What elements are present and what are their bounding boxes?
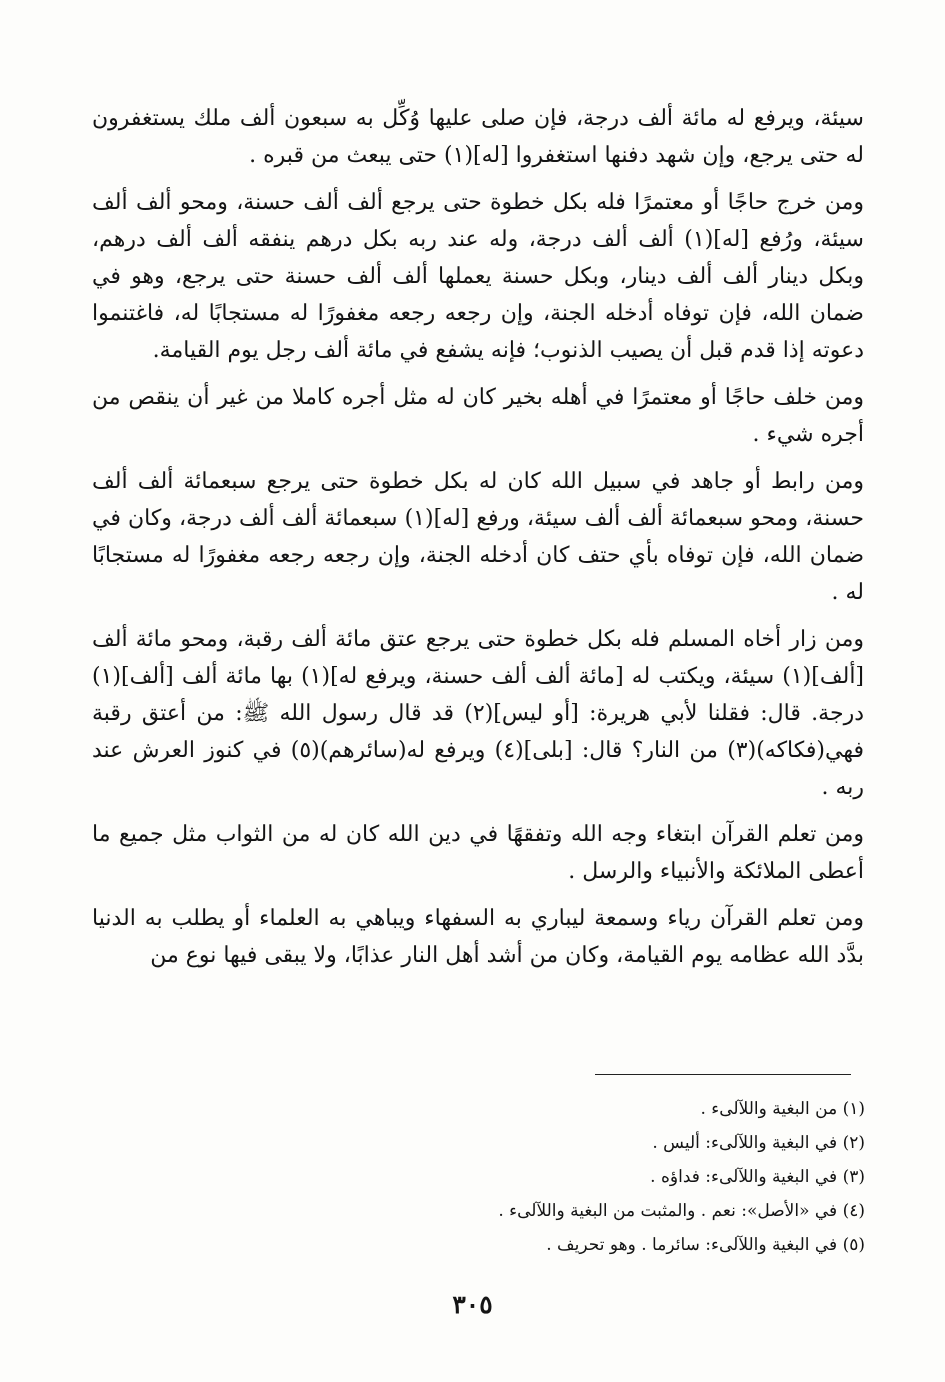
footnote-1: (١) من البغية واللآلىء . <box>700 1099 865 1119</box>
footnote-3: (٣) في البغية واللآلىء: فداؤه . <box>650 1167 865 1187</box>
main-text <box>92 100 864 984</box>
paragraph-1: سيئة، ويرفع له مائة ألف درجة، فإن صلى عليها وُكِّل به سبعون ألف ملك يستغفرون له حتى يرجع، وإن شهد دفنها استغفروا [له](١) حتى يبعث من قبره . <box>92 106 864 168</box>
paragraph-3: ومن خلف حاجًا أو معتمرًا في أهله بخير كان له مثل أجره كاملا من غير أن ينقص من أجره شيء . <box>92 385 864 447</box>
paragraph-6: ومن تعلم القرآن ابتغاء وجه الله وتفقهًا في دين الله كان له من الثواب مثل جميع ما أعطى الملائكة والأنبياء والرسل . <box>92 822 864 884</box>
paragraph-2: ومن خرج حاجًا أو معتمرًا فله بكل خطوة حتى يرجع ألف ألف حسنة، ومحو ألف ألف سيئة، ورُفع [له](١) ألف ألف درجة، وله عند ربه بكل درهم ينفقه ألف ألف درهم، وبكل دينار ألف ألف دينار، وبكل حسنة يعملها ألف ألف حسنة حتى يرجع، وهو في ضمان الله، فإن توفاه أدخله الجنة، وإن رجعه رجعه مغفورًا له مستجابًا له، فاغتنموا دعوته إذا قدم قبل أن يصيب الذنوب؛ فإنه يشفع في مائة ألف رجل يوم القيامة. <box>92 190 864 363</box>
paragraph-7: ومن تعلم القرآن رياء وسمعة ليباري به السفهاء ويباهي به العلماء أو يطلب به الدنيا بدَّد الله عظامه يوم القيامة، وكان من أشد أهل النار عذابًا، ولا يبقى فيها نوع من <box>92 906 864 968</box>
paragraph-5: ومن زار أخاه المسلم فله بكل خطوة حتى يرجع عتق مائة ألف رقبة، ومحو مائة ألف [ألف](١) سيئة، ويكتب له [مائة ألف ألف حسنة، ويرفع له](١) بها مائة ألف [ألف](١) درجة. قال: فقلنا لأبي هريرة: [أو ليس](٢) قد قال رسول الله ﷺ: من أعتق رقبة فهي(فكاكه)(٣) من النار؟ قال: [بلى](٤) ويرفع له(سائرهم)(٥) في كنوز العرش عند ربه . <box>92 627 865 800</box>
paragraph-4: ومن رابط أو جاهد في سبيل الله كان له بكل خطوة حتى يرجع سبعمائة ألف ألف حسنة، ومحو سبعمائة ألف ألف سيئة، ورفع [له](١) سبعمائة ألف ألف درجة، وكان في ضمان الله، فإن توفاه بأي حتف كان أدخله الجنة، وإن رجعه رجعه مغفورًا له مستجابًا له . <box>92 469 864 605</box>
footnote-2: (٢) في البغية واللآلىء: أليس . <box>652 1133 865 1153</box>
footnotes <box>265 1092 865 1262</box>
footnote-5: (٥) في البغية واللآلىء: سائرما . وهو تحريف . <box>546 1235 865 1255</box>
footnote-divider <box>595 1074 851 1075</box>
footnote-4: (٤) في «الأصل»: نعم . والمثبت من البغية واللآلىء . <box>498 1201 865 1221</box>
page-number: ٣٠٥ <box>452 1290 493 1319</box>
